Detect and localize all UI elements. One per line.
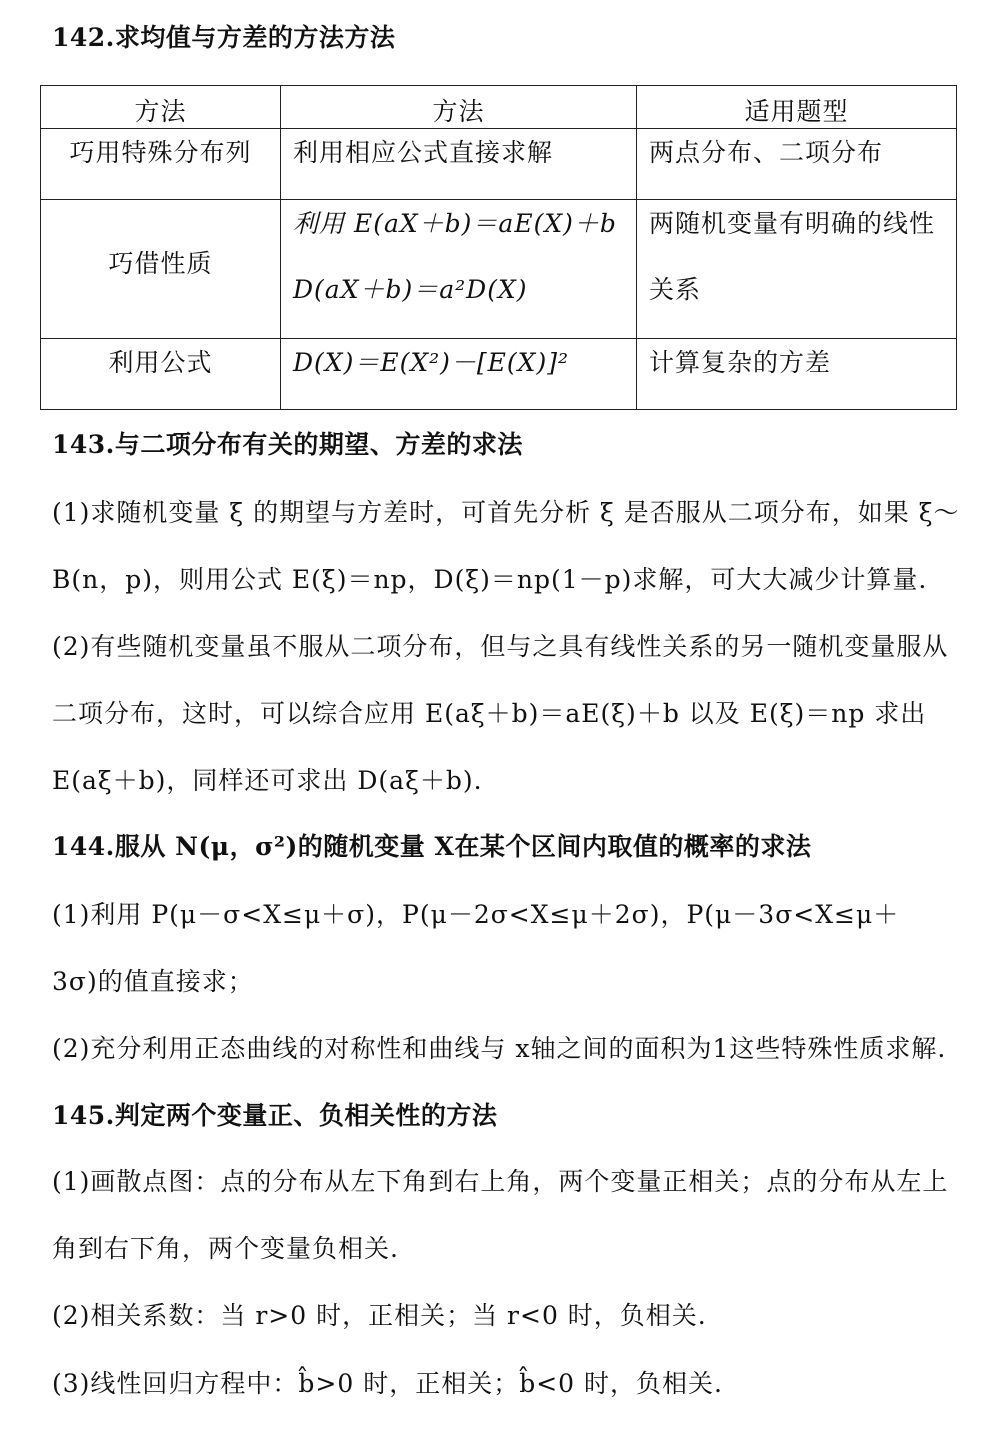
table-cell-method: 巧借性质 <box>41 200 281 339</box>
table-row <box>41 200 957 339</box>
table-cell-detail: 利用 E(aX＋b)＝aE(X)＋b D(aX＋b)＝a²D(X) <box>281 200 637 339</box>
table-cell-detail: 利用相应公式直接求解 <box>281 129 637 200</box>
section-144-title: 144.服从 N(μ，σ²)的随机变量 X在某个区间内取值的概率的求法 <box>52 832 812 861</box>
table-cell-applicable: 两点分布、二项分布 <box>637 129 957 200</box>
table-header-detail: 方法 <box>281 86 637 129</box>
section-143-line: E(aξ＋b)，同样还可求出 D(aξ＋b). <box>52 766 483 795</box>
section-145-line: (2)相关系数：当 r>0 时，正相关；当 r<0 时，负相关. <box>52 1301 707 1330</box>
section-143-title: 143.与二项分布有关的期望、方差的求法 <box>52 430 523 459</box>
table-cell-applicable: 两随机变量有明确的线性 关系 <box>637 200 957 339</box>
section-143-line: (1)求随机变量 ξ 的期望与方差时，可首先分析 ξ 是否服从二项分布，如果 ξ～ <box>52 498 960 527</box>
section-145-line: 角到右下角，两个变量负相关. <box>52 1234 399 1263</box>
table-row <box>41 339 957 410</box>
section-145-title: 145.判定两个变量正、负相关性的方法 <box>52 1101 498 1130</box>
table-cell-method: 巧用特殊分布列 <box>41 129 281 200</box>
table-cell-applicable: 计算复杂的方差 <box>637 339 957 410</box>
table-cell-detail: D(X)＝E(X²)－[E(X)]² <box>281 339 637 410</box>
table-row <box>41 129 957 200</box>
methods-table <box>40 85 957 410</box>
section-142-title: 142.求均值与方差的方法方法 <box>52 23 396 52</box>
section-144-line: 3σ)的值直接求； <box>52 967 254 996</box>
table-cell-method: 利用公式 <box>41 339 281 410</box>
section-143-line: 二项分布，这时，可以综合应用 E(aξ＋b)＝aE(ξ)＋b 以及 E(ξ)＝np 求出 <box>52 699 927 728</box>
section-145-line: (1)画散点图：点的分布从左下角到右上角，两个变量正相关；点的分布从左上 <box>52 1167 949 1196</box>
table-header-applicable: 适用题型 <box>637 86 957 129</box>
section-145-line: (3)线性回归方程中：b̂>0 时，正相关；b̂<0 时，负相关. <box>52 1369 723 1398</box>
section-143-line: B(n，p)，则用公式 E(ξ)＝np，D(ξ)＝np(1－p)求解，可大大减少计算量. <box>52 565 928 594</box>
table-header-method: 方法 <box>41 86 281 129</box>
section-144-line: (2)充分利用正态曲线的对称性和曲线与 x轴之间的面积为1这些特殊性质求解. <box>52 1034 947 1063</box>
section-144-line: (1)利用 P(μ－σ<X≤μ＋σ)，P(μ－2σ<X≤μ＋2σ)，P(μ－3σ<X≤μ＋ <box>52 900 900 929</box>
section-143-line: (2)有些随机变量虽不服从二项分布，但与之具有线性关系的另一随机变量服从 <box>52 632 949 661</box>
